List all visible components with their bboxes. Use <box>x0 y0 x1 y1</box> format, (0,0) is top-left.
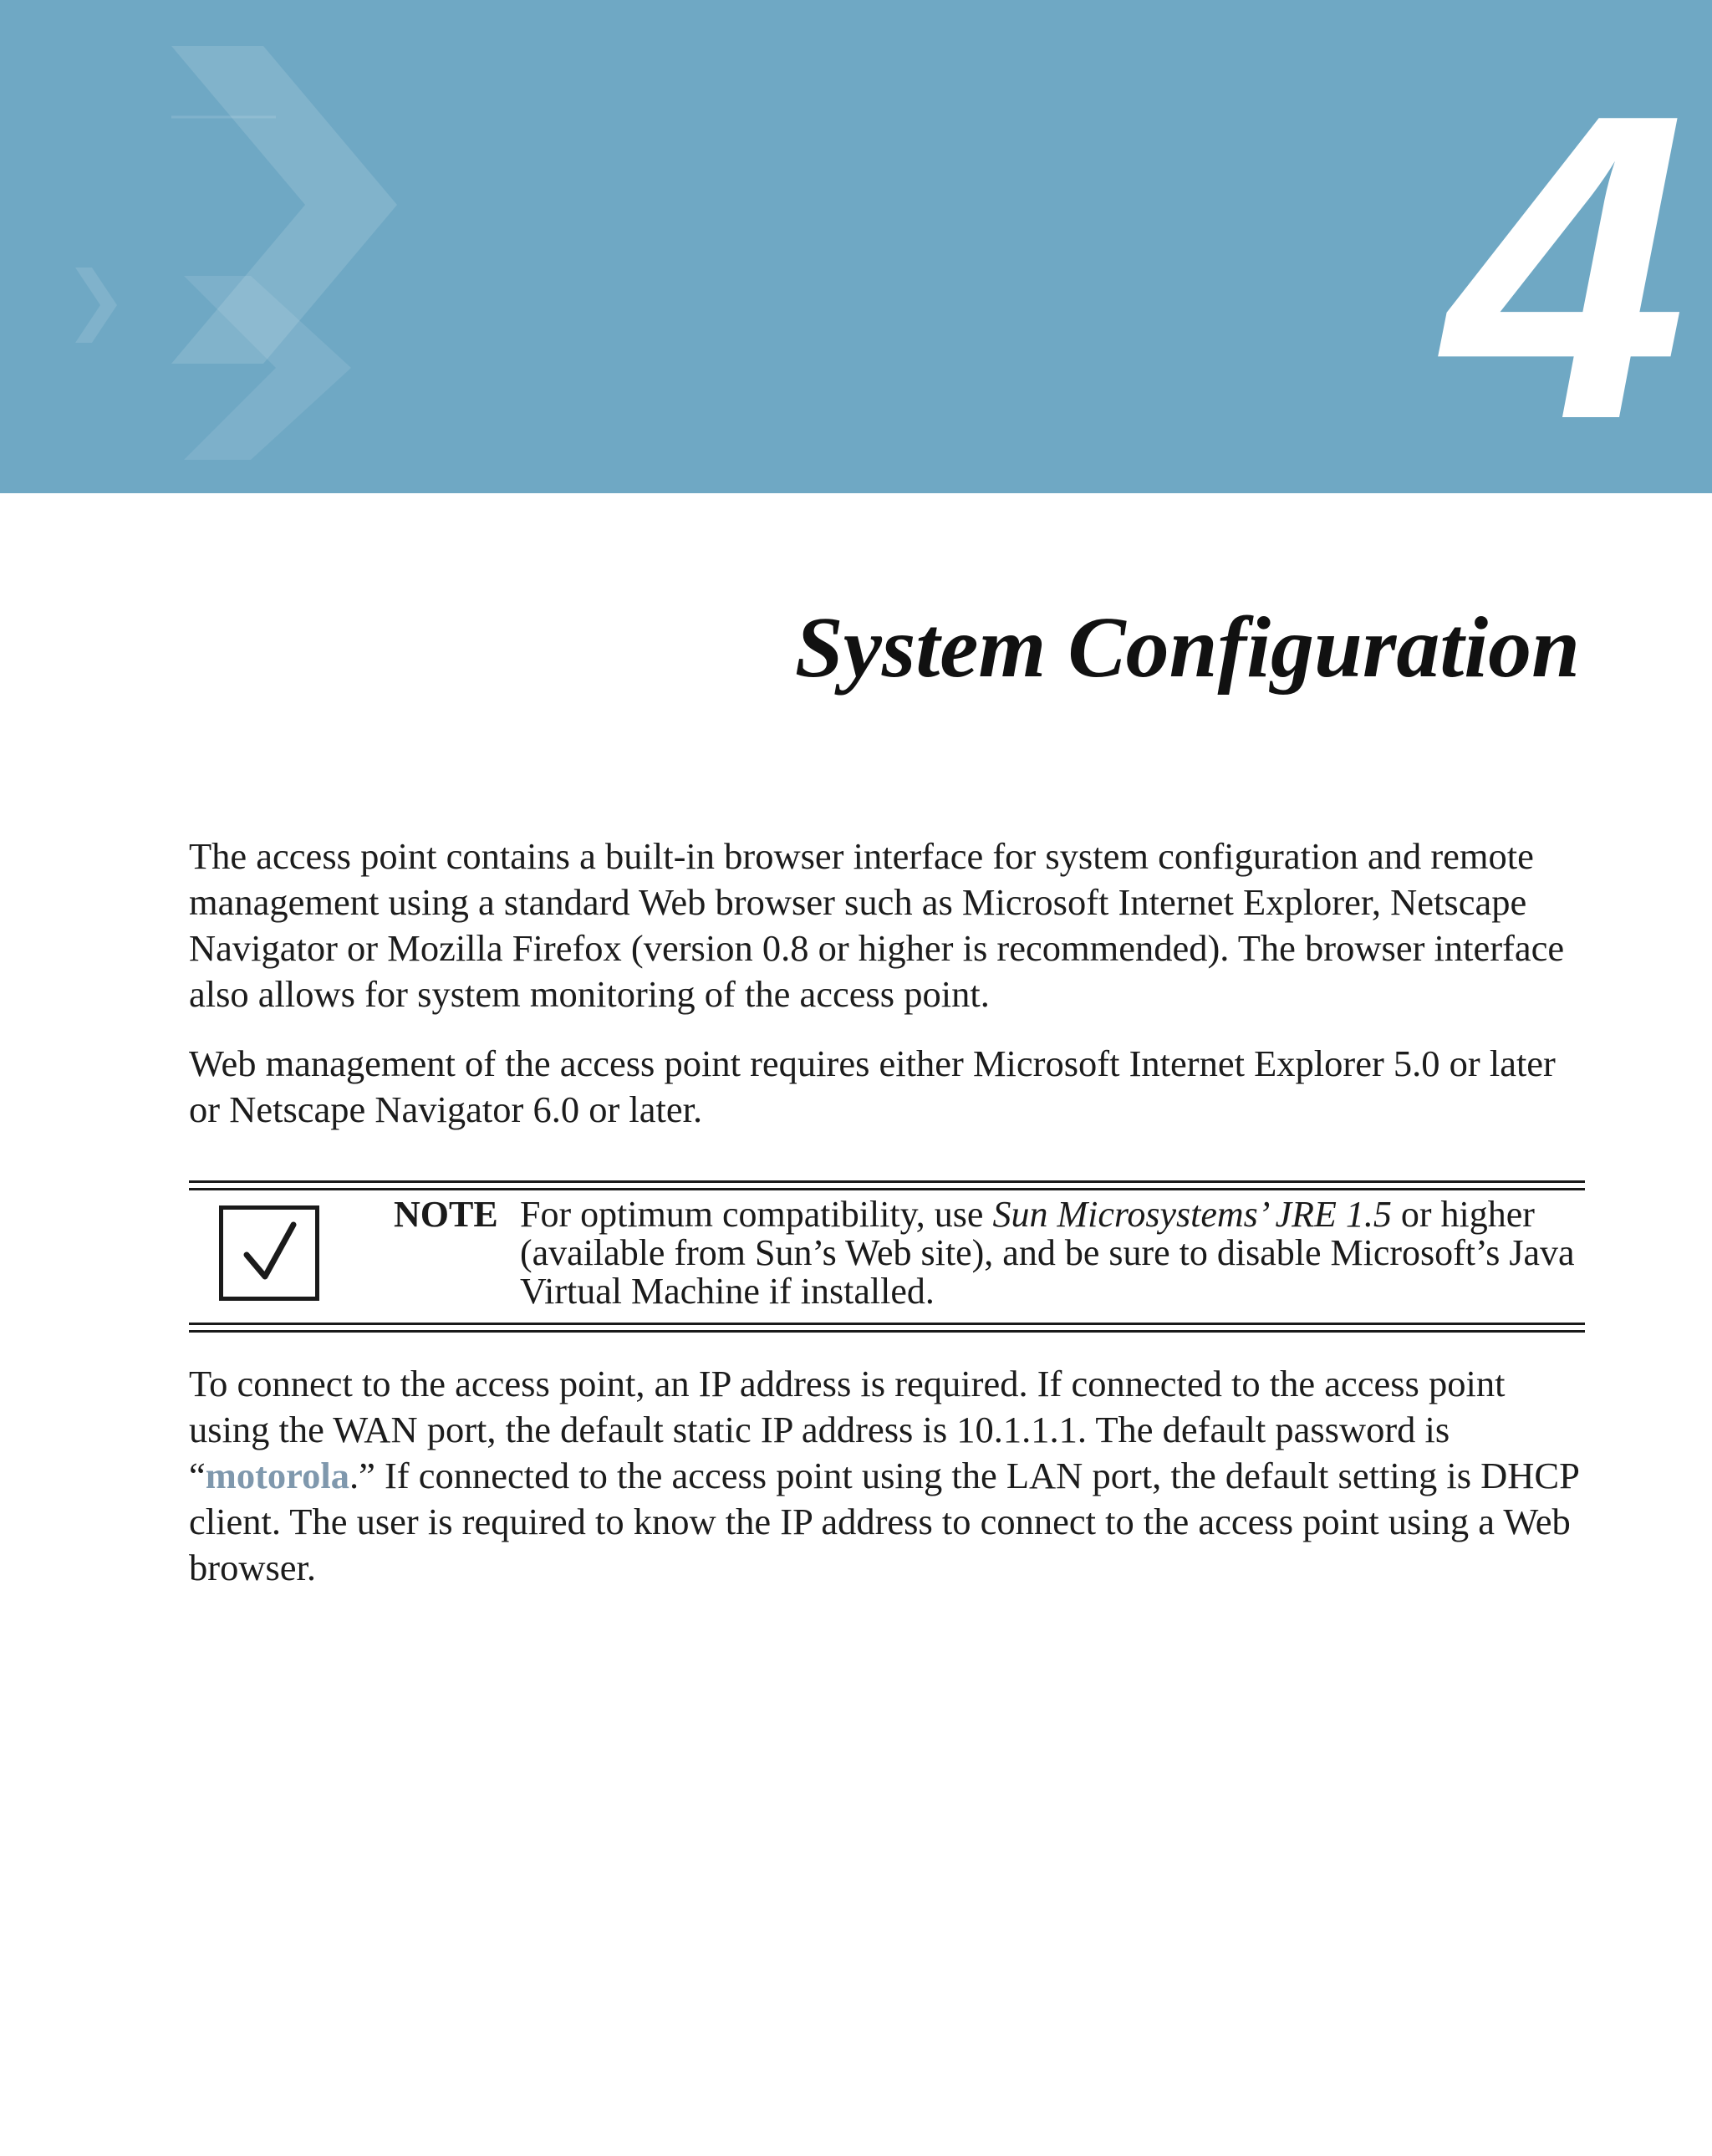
note-bottom-rule-inner <box>189 1323 1585 1325</box>
chapter-title: System Configuration <box>794 599 1580 696</box>
requirements-paragraph: Web management of the access point requires either Microsoft Internet Explorer 5.0 or later or Netscape Navigator 6.0 or later. <box>189 1042 1556 1130</box>
note-top-rule-outer <box>189 1180 1585 1183</box>
connection-text-start: To connect to the access point, an IP address is required. If connected to the access point using the WAN port, the default static IP address is 10.1.1.1. The default password is “ <box>189 1363 1506 1496</box>
note-text-product: Sun Microsystems’ JRE 1.5 <box>992 1194 1392 1235</box>
note-text <box>520 1195 1582 1311</box>
connection-text-end: .” If connected to the access point using the LAN port, the default setting is DHCP client. The user is required to know the IP address to connect to the access point using a Web browser. <box>189 1455 1579 1588</box>
chapter-number: 4 <box>1444 24 1687 493</box>
checkmark-icon <box>219 1205 319 1301</box>
note-text-start: For optimum compatibility, use <box>520 1194 993 1235</box>
intro-paragraph: The access point contains a built-in browser interface for system configuration and remote management using a standard Web browser such as Microsoft Internet Explorer, Netscape Navigator or Mozilla Firefox (version 0.8 or higher is recommended). The browser interface also allows for system monitoring of the access point. <box>189 835 1565 1015</box>
note-box <box>189 1180 1585 1336</box>
note-top-rule-inner <box>189 1188 1585 1190</box>
note-bottom-rule-outer <box>189 1330 1585 1333</box>
chevron-decoration-icon <box>0 0 468 493</box>
connection-paragraph <box>189 1361 1585 1591</box>
note-label: NOTE <box>394 1194 498 1235</box>
note-text-end: or higher (available from Sun’s Web site), and be sure to disable Microsoft’s Java Virtual Machine if installed. <box>520 1194 1575 1312</box>
chapter-banner <box>0 0 1712 493</box>
password-link[interactable]: motorola <box>205 1455 349 1496</box>
